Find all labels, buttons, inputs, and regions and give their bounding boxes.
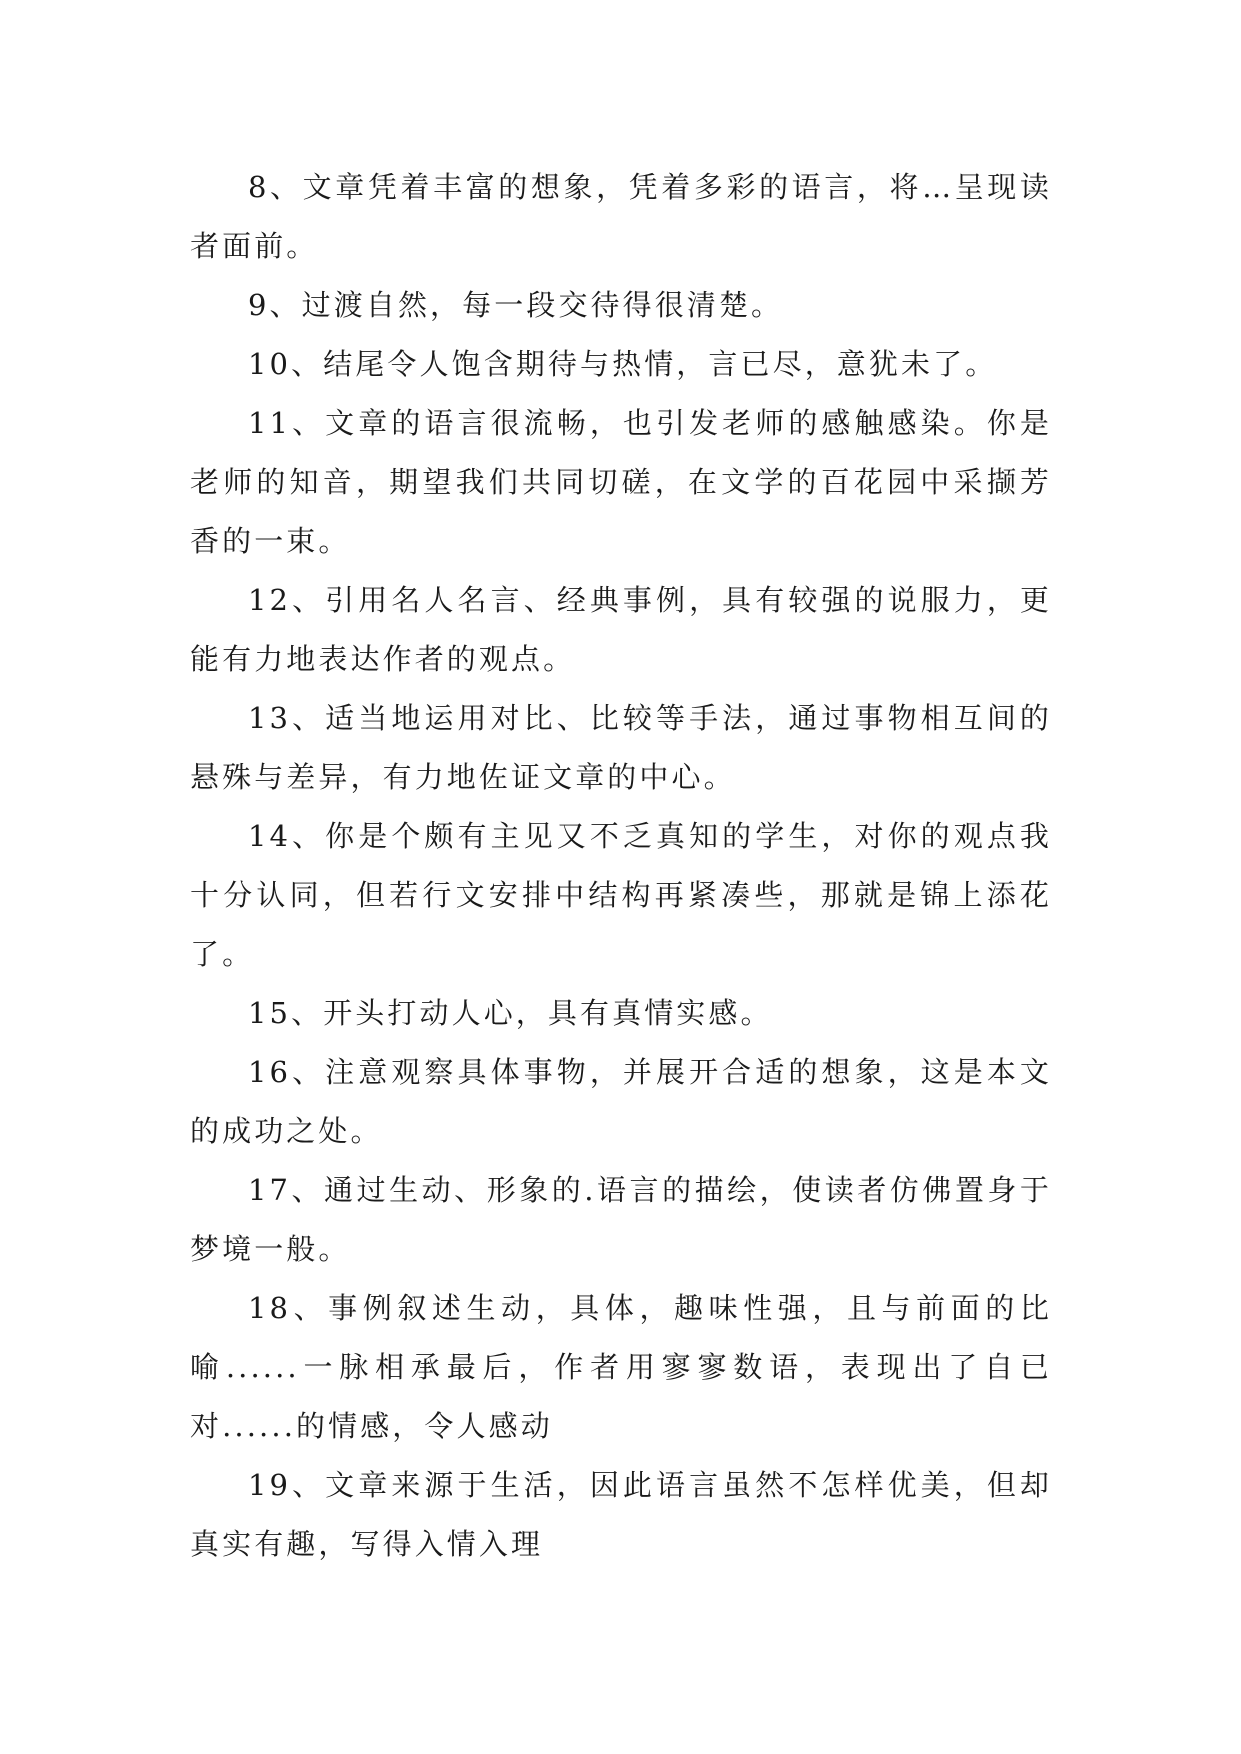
paragraph-9: 9、过渡自然，每一段交待得很清楚。 <box>248 288 784 322</box>
paragraph-13: 13、适当地运用对比、比较等手法，通过事物相互间的悬殊与差异，有力地佐证文章的中心。 <box>190 701 1052 794</box>
paragraph-10: 10、结尾令人饱含期待与热情，言已尽，意犹未了。 <box>248 347 998 381</box>
paragraph-18: 18、事例叙述生动，具体，趣味性强，且与前面的比喻......一脉相承最后，作者用寥寥数语，表现出了自已对......的情感，令人感动 <box>190 1291 1052 1443</box>
paragraph-15: 15、开头打动人心，具有真情实感。 <box>248 996 773 1030</box>
paragraph-16: 16、注意观察具体事物，并展开合适的想象，这是本文的成功之处。 <box>190 1055 1052 1148</box>
paragraph-14: 14、你是个颇有主见又不乏真知的学生，对你的观点我十分认同，但若行文安排中结构再紧凑些，那就是锦上添花了。 <box>190 819 1052 971</box>
paragraph-8: 8、文章凭着丰富的想象，凭着多彩的语言，将…呈现读者面前。 <box>190 170 1052 263</box>
paragraph-11: 11、文章的语言很流畅，也引发老师的感触感染。你是老师的知音，期望我们共同切磋，在文学的百花园中采撷芳香的一束。 <box>190 406 1052 558</box>
paragraph-12: 12、引用名人名言、经典事例，具有较强的说服力，更能有力地表达作者的观点。 <box>190 583 1052 676</box>
paragraph-17: 17、通过生动、形象的.语言的描绘，使读者仿佛置身于梦境一般。 <box>190 1173 1052 1266</box>
document-body <box>190 158 1052 1574</box>
paragraph-19: 19、文章来源于生活，因此语言虽然不怎样优美，但却真实有趣，写得入情入理 <box>190 1468 1052 1561</box>
